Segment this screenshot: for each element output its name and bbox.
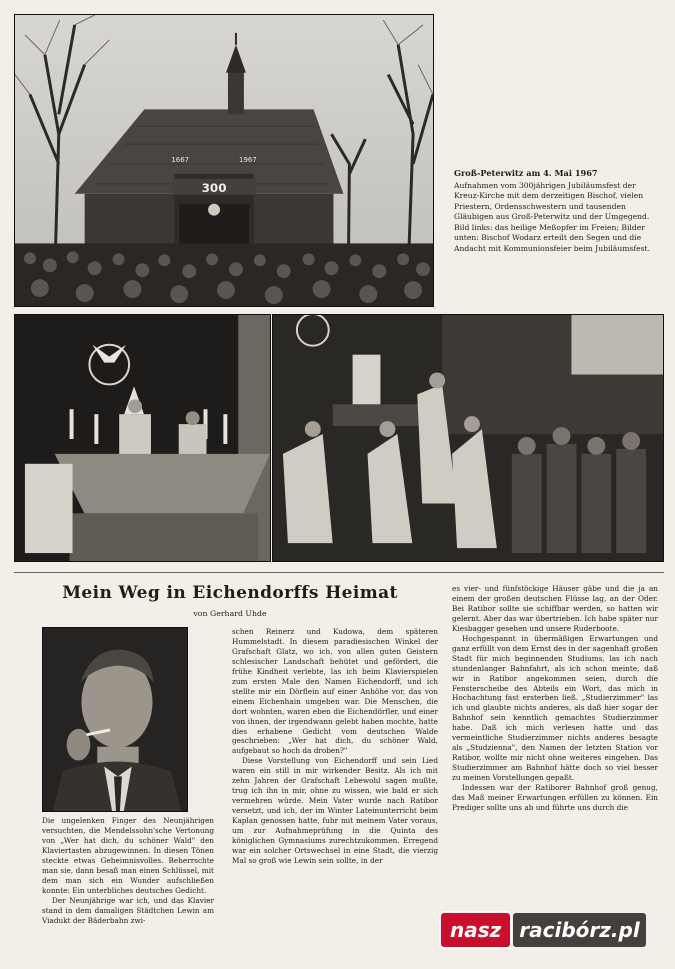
church-year-left: 1667 — [171, 155, 190, 164]
blessing-illustration — [273, 315, 663, 561]
blessing-photo — [272, 314, 664, 562]
article-column-3 — [452, 584, 658, 965]
photo-caption — [454, 168, 659, 254]
article-paragraph: schen Reinerz und Kudowa, dem späteren Hummelstadt. In diesem paradiesischen Winkel der Grafschaft Glatz, wo ich, von allen guten Geistern schlesischer Landschaft behütet und gefördert, die frühe Kindheit verlebte, las ich beim Klavierspielen zum ersten Male den Namen Eichendorff, und ich stellte mir ein Dörflein auf einer Anhöhe vor, das von einem Eichenhain umgeben war. Die Menschen, die dort wohnten, waren eben die Eichendörfler, und einer von ihnen, der irgendwann gelebt haben mochte, hatte dies erhabene Gedicht vom deutschen Walde geschrieben: „Wer hat dich, du schöner Wald, aufgebaut so hoch da droben?" — [232, 627, 438, 756]
article-paragraph: Die ungelenken Finger des Neunjährigen versuchten, die Mendelssohn'sche Vertonung von „Wer hat dich, du schöner Wald" den Klaviertasten abzugewinnen. In diesen Tönen steckte etwas Geheimnisvolles. Beherrschte man sie, dann besaß man einen Schlüssel, mit dem man sich ein Wunder aufschließen konnte: Ein unterbliches deutsches Gedicht. — [42, 816, 214, 895]
caption-title: Groß-Peterwitz am 4. Mai 1967 — [454, 168, 598, 178]
altar-illustration — [15, 315, 270, 561]
article-paragraph: Der Neunjährige war ich, und das Klavier stand in dem damaligen Städtchen Lewin am Viadukt der Bäderbahn zwi- — [42, 895, 214, 925]
church-crowd-illustration — [15, 15, 433, 306]
article-column-1 — [42, 816, 214, 964]
caption-body: Aufnahmen vom 300jährigen Jubiläumsfest der Kreuz-Kirche mit dem derzeitigen Bischof, vielen Priestern, Ordensschwestern und tausenden Gläubigen aus Groß-Peterwitz und der Umgegend. Bild links: das heilige Meßopfer im Freien; Bilder unten: Bischof Wodarz erteilt den Segen und die Andacht mit Kommunionsfeier beim Jubiläumsfest. — [454, 180, 650, 253]
article-paragraph: Hochgespannt in übermäßigen Erwartungen und ganz erfüllt von dem Ernst des in der sagenhaft großen Stadt für mich beginnenden Studiums, las ich nach stundenlanger Bahnfahrt, als ich schon meinte, daß wir in Ratibor angekommen seien, durch die Fensterscheibe des Abteils ein Wort, das mich in Hochachtung fast ersterben ließ. „Studierzimmer" las ich und glaubte nichts anderes, als daß hier sogar der Bahnhof sein kenntlich gemachtes Studierzimmer habe. Daß ich mich verlesen hatte und das vermeintliche Studierzimmer nichts anderes besagte als „Studzienna", den Namen der letzten Station vor Ratibor, wollte mir nicht ohne weiteres eingehen. Das Studierzimmer am Bahnhof hätte doch so viel besser zu meinen Vorstellungen gepaßt. — [452, 633, 658, 783]
church-year-right: 1967 — [239, 155, 257, 164]
nasz-raciborz-logo[interactable] — [441, 909, 661, 951]
portrait-illustration — [43, 628, 187, 811]
article-paragraph: Diese Vorstellung von Eichendorff und sein Lied waren ein still in mir wirkender Besitz. Als ich mit zehn Jahren der Grafschaft Lebewohl sagen mußte, trug ich ihn in mir, ohne zu wissen, wie bald er sich vermehren würde. Mein Vater wurde nach Ratibor versetzt, und ich, der im Winter Lateinunterricht beim Kaplan genossen hatte, fuhr mit meinem Vater voraus, um zur Aufnahmeprüfung in die Quinta des königlichen Gymnasiums zurechtzukommen. Erregend war ein solcher Ortswechsel in eine Stadt, die vierzig Mal so groß wie Lewin sein sollte, in der — [232, 756, 438, 865]
altar-photo — [14, 314, 271, 562]
article-paragraph: es vier- und fünfstöckige Häuser gäbe und die ja an einem der großen deutschen Flüsse lag, an der Oder. Bei Ratibor sollte sie schiffbar werden, so hatten wir gelernt. Aber das war übertrieben. Ich habe später nur Kiesbagger gesehen und unsere Ruderboote. — [452, 584, 658, 633]
article-author: von Gerhard Uhde — [193, 609, 267, 618]
church-sign-300: 300 — [201, 180, 227, 195]
article-paragraph: Indessen war der Ratiborer Bahnhof groß genug, das Maß meiner Erwartungen erfüllen zu können. Ein Prediger sollte uns ab und führte uns durch die — [452, 783, 658, 812]
article-title: Mein Weg in Eichendorffs Heimat — [62, 583, 398, 603]
section-divider — [14, 572, 664, 573]
logo-part-nasz: nasz — [441, 913, 510, 947]
author-portrait-photo — [42, 627, 188, 812]
article-column-2 — [232, 627, 438, 965]
church-crowd-photo — [14, 14, 434, 307]
logo-part-raciborz: racibórz.pl — [513, 913, 645, 947]
